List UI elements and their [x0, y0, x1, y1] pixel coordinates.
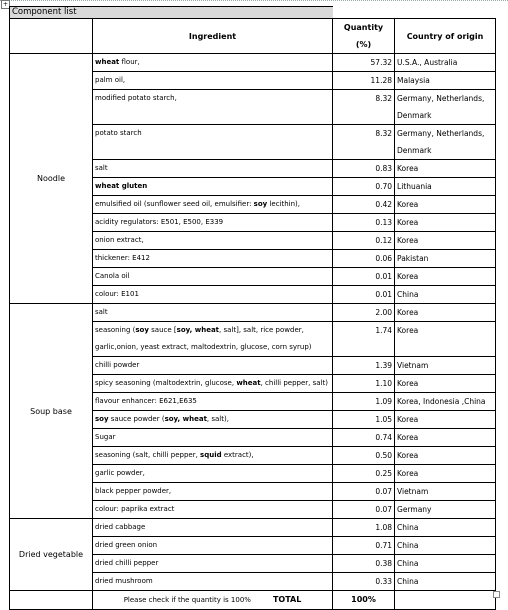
quantity-cell: 1.08: [333, 519, 395, 537]
ingredient-cell: [93, 268, 333, 286]
total-value: 100%: [333, 591, 395, 610]
ingredient-cell: [93, 573, 333, 591]
header-ingredient: Ingredient: [93, 19, 333, 54]
allergen-text: wheat gluten: [95, 182, 148, 190]
quantity-cell: 0.07: [333, 483, 395, 501]
origin-cell: Korea: [395, 214, 496, 232]
ingredient-text: flour,: [119, 58, 140, 66]
quantity-cell: 0.33: [333, 573, 395, 591]
category-label: Dried vegetable: [10, 519, 93, 591]
ingredient-text: modified potato starch,: [95, 94, 177, 102]
origin-cell: Korea: [395, 268, 496, 286]
origin-cell: Vietnam: [395, 483, 496, 501]
ingredient-cell: [93, 375, 333, 393]
origin-cell: Korea: [395, 375, 496, 393]
ingredient-cell: [93, 357, 333, 375]
allergen-text: soy: [253, 200, 268, 208]
ingredient-cell: [93, 483, 333, 501]
table-resize-handle[interactable]: [493, 591, 500, 598]
total-note-text: Please check if the quantity is 100%: [123, 596, 251, 604]
ingredient-cell: [93, 501, 333, 519]
origin-cell: Korea, Indonesia ,China: [395, 393, 496, 411]
origin-cell: Korea: [395, 304, 496, 322]
ingredient-cell: [93, 250, 333, 268]
component-list-sheet: [9, 6, 495, 610]
allergen-text: wheat: [236, 379, 261, 387]
quantity-cell: 0.70: [333, 178, 395, 196]
ingredient-cell: [93, 90, 333, 125]
quantity-cell: 57.32: [333, 54, 395, 72]
total-note: [93, 591, 333, 610]
ingredient-text: palm oil,: [95, 76, 126, 84]
table-title: Component list: [10, 7, 333, 19]
ingredient-text: salt: [95, 164, 108, 172]
ingredient-text: black pepper powder,: [95, 487, 172, 495]
ingredient-cell: [93, 178, 333, 196]
category-label: Noodle: [10, 54, 93, 304]
ingredient-cell: [93, 232, 333, 250]
header-quantity: Quantity (%): [333, 19, 395, 54]
ingredient-text: dried green onion: [95, 541, 158, 549]
quantity-cell: 0.42: [333, 196, 395, 214]
header-category: [10, 19, 93, 54]
title-row: [10, 7, 496, 19]
quantity-cell: 1.74: [333, 322, 395, 357]
ingredient-cell: [93, 519, 333, 537]
ingredient-text: dried cabbage: [95, 523, 146, 531]
origin-cell: China: [395, 555, 496, 573]
allergen-text: soy: [135, 326, 149, 334]
ingredient-text: potato starch: [95, 129, 142, 137]
origin-cell: Germany, Netherlands, Denmark: [395, 90, 496, 125]
ingredient-cell: [93, 447, 333, 465]
ingredient-text: sauce [: [148, 326, 177, 334]
title-spacer: [333, 7, 496, 19]
quantity-cell: 1.09: [333, 393, 395, 411]
ingredient-text: garlic powder,: [95, 469, 145, 477]
quantity-cell: 0.83: [333, 160, 395, 178]
quantity-cell: 1.05: [333, 411, 395, 429]
origin-cell: China: [395, 519, 496, 537]
ingredient-text: , salt),: [206, 415, 229, 423]
header-row: [10, 19, 496, 54]
origin-cell: Korea: [395, 429, 496, 447]
ingredient-text: acidity regulators: E501, E500, E339: [95, 218, 224, 226]
quantity-cell: 0.07: [333, 501, 395, 519]
ingredient-cell: [93, 196, 333, 214]
origin-cell: Korea: [395, 160, 496, 178]
origin-cell: Germany: [395, 501, 496, 519]
ingredient-text: dried mushroom: [95, 577, 153, 585]
ingredient-text: seasoning (: [95, 326, 136, 334]
ingredient-row: [10, 54, 496, 72]
ingredient-cell: [93, 54, 333, 72]
ingredient-cell: [93, 72, 333, 90]
origin-cell: Korea: [395, 322, 496, 357]
ingredient-text: salt: [95, 308, 108, 316]
ingredient-text: flavour enhancer: E621,E635: [95, 397, 197, 405]
ingredient-cell: [93, 160, 333, 178]
quantity-cell: 0.38: [333, 555, 395, 573]
allergen-text: soy: [95, 415, 109, 423]
ingredient-cell: [93, 125, 333, 160]
origin-cell: Malaysia: [395, 72, 496, 90]
quantity-cell: 0.06: [333, 250, 395, 268]
quantity-cell: 0.13: [333, 214, 395, 232]
ingredient-text: onion extract,: [95, 236, 144, 244]
ingredient-text: seasoning (salt, chilli pepper,: [95, 451, 201, 459]
origin-cell: Germany, Netherlands, Denmark: [395, 125, 496, 160]
origin-cell: Vietnam: [395, 357, 496, 375]
total-row: [10, 591, 496, 610]
quantity-cell: 0.01: [333, 268, 395, 286]
ingredient-text: dried chilli pepper: [95, 559, 159, 567]
ingredient-text: emulsified oil (sunflower seed oil, emulsifier:: [95, 200, 254, 208]
origin-cell: Lithuania: [395, 178, 496, 196]
table-move-handle-icon[interactable]: +: [2, 1, 9, 8]
ingredient-text: thickener: E412: [95, 254, 150, 262]
ingredient-cell: [93, 322, 333, 357]
origin-cell: Korea: [395, 196, 496, 214]
origin-cell: U.S.A., Australia: [395, 54, 496, 72]
allergen-text: squid: [200, 451, 222, 459]
quantity-cell: 0.74: [333, 429, 395, 447]
ingredient-text: spicy seasoning (maltodextrin, glucose,: [95, 379, 237, 387]
ingredient-text: Canola oil: [95, 272, 130, 280]
ingredient-text: chilli powder: [95, 361, 140, 369]
quantity-cell: 0.50: [333, 447, 395, 465]
ingredient-text: colour: paprika extract: [95, 505, 175, 513]
quantity-cell: 0.71: [333, 537, 395, 555]
origin-cell: China: [395, 537, 496, 555]
ingredient-text: Sugar: [95, 433, 116, 441]
allergen-text: soy, wheat: [176, 326, 220, 334]
total-label: TOTAL: [272, 595, 302, 604]
quantity-cell: 8.32: [333, 90, 395, 125]
origin-cell: Korea: [395, 411, 496, 429]
total-spacer: [10, 591, 93, 610]
quantity-cell: 2.00: [333, 304, 395, 322]
origin-cell: China: [395, 286, 496, 304]
ingredient-cell: [93, 429, 333, 447]
ingredient-cell: [93, 537, 333, 555]
ingredient-cell: [93, 411, 333, 429]
ingredient-cell: [93, 393, 333, 411]
quantity-cell: 8.32: [333, 125, 395, 160]
ingredient-row: [10, 304, 496, 322]
ingredient-cell: [93, 304, 333, 322]
ingredient-cell: [93, 465, 333, 483]
ingredient-text: extract),: [221, 451, 254, 459]
quantity-cell: 0.01: [333, 286, 395, 304]
origin-cell: China: [395, 573, 496, 591]
origin-cell: Korea: [395, 232, 496, 250]
quantity-cell: 0.12: [333, 232, 395, 250]
ingredient-text: colour: E101: [95, 290, 139, 298]
quantity-cell: 11.28: [333, 72, 395, 90]
category-label: Soup base: [10, 304, 93, 519]
ingredient-cell: [93, 286, 333, 304]
allergen-text: wheat: [95, 58, 120, 66]
ingredient-text: lecithin),: [267, 200, 301, 208]
origin-cell: Korea: [395, 447, 496, 465]
origin-cell: Korea: [395, 465, 496, 483]
component-table: [9, 6, 496, 610]
header-origin: Country of origin: [395, 19, 496, 54]
ingredient-text: , salt], salt, rice powder, garlic,onion, yeast extract, maltodextrin, glucose, corn syrup): [95, 326, 312, 351]
quantity-cell: 1.10: [333, 375, 395, 393]
ingredient-row: [10, 519, 496, 537]
total-origin-spacer: [395, 591, 496, 610]
ingredient-text: sauce powder (: [108, 415, 165, 423]
ingredient-text: , chilli pepper, salt): [260, 379, 328, 387]
quantity-cell: 0.25: [333, 465, 395, 483]
ingredient-cell: [93, 555, 333, 573]
quantity-cell: 1.39: [333, 357, 395, 375]
origin-cell: Pakistan: [395, 250, 496, 268]
ingredient-cell: [93, 214, 333, 232]
allergen-text: soy, wheat: [164, 415, 207, 423]
